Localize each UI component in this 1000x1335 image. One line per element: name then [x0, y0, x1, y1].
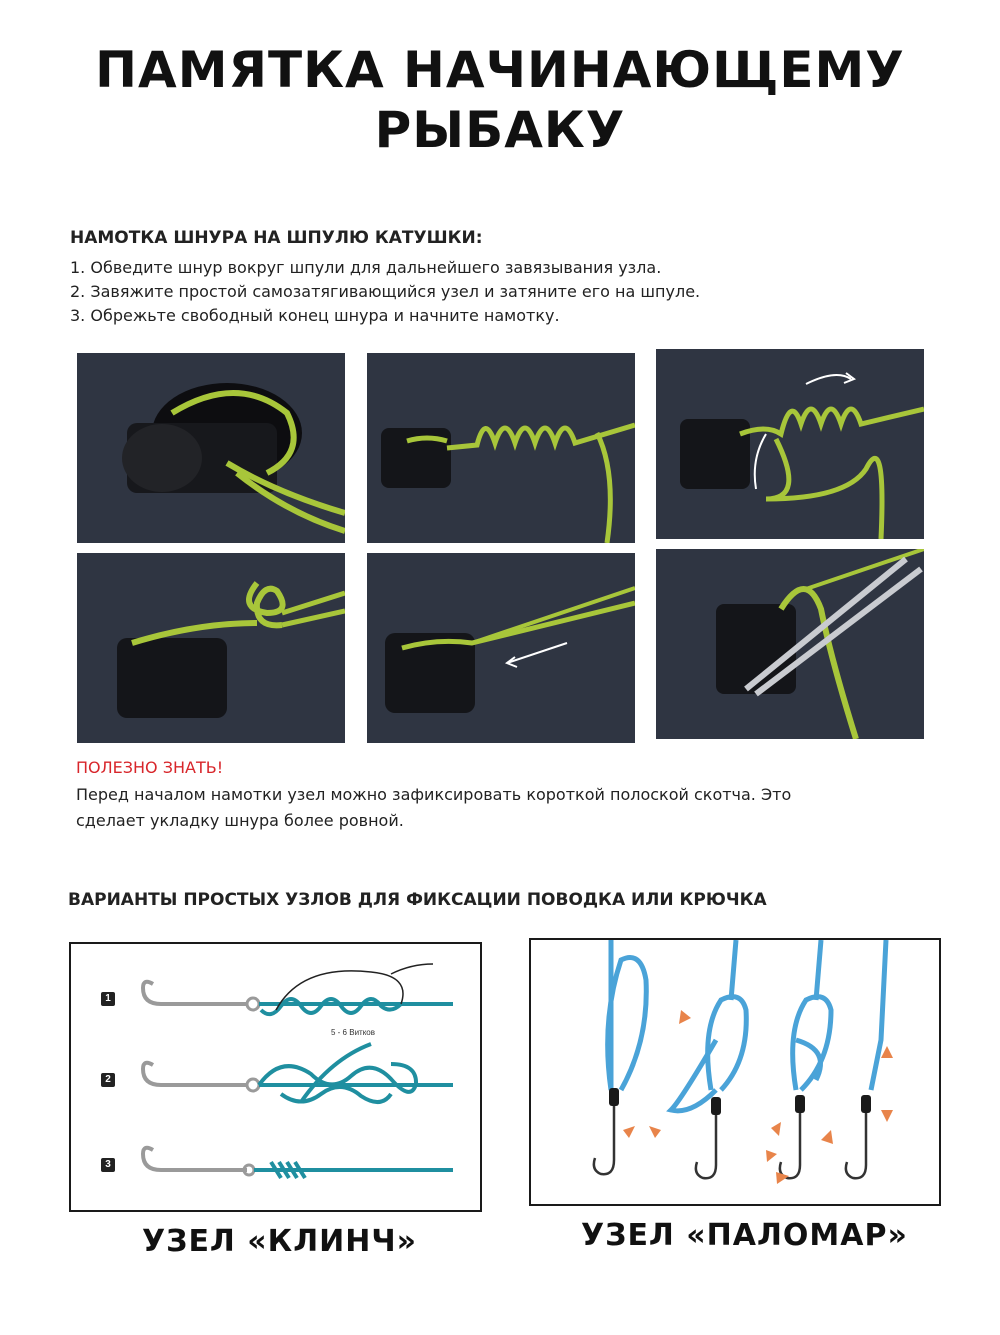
- tip-label: ПОЛЕЗНО ЗНАТЬ!: [76, 758, 224, 777]
- winding-step-2: 2. Завяжите простой самозатягивающийся узел и затяните его на шпуле.: [70, 282, 701, 301]
- clinch-knot-panel: [69, 942, 482, 1212]
- winding-steps: [70, 256, 950, 328]
- photo-step-2: [367, 353, 635, 543]
- photo-step-1: [77, 353, 345, 543]
- title-line-1: ПАМЯТКА НАЧИНАЮЩЕМУ: [95, 41, 905, 99]
- photo-step-5: [367, 553, 635, 743]
- clinch-step-badge-2: 2: [101, 1073, 115, 1087]
- title-line-2: РЫБАКУ: [374, 101, 626, 159]
- winding-step-3: 3. Обрежьте свободный конец шнура и начните намотку.: [70, 306, 560, 325]
- photo-step-4: [77, 553, 345, 743]
- clinch-turns-note: 5 - 6 Витков: [331, 1028, 375, 1037]
- clinch-knot-diagram: [71, 944, 480, 1210]
- winding-step-1: 1. Обведите шнур вокруг шпули для дальнейшего завязывания узла.: [70, 258, 662, 277]
- photo-step-6: [656, 549, 924, 739]
- clinch-step-badge-3: 3: [101, 1158, 115, 1172]
- palomar-knot-diagram: [531, 940, 939, 1204]
- winding-heading: НАМОТКА ШНУРА НА ШПУЛЮ КАТУШКИ:: [70, 228, 483, 248]
- palomar-knot-name: УЗЕЛ «ПАЛОМАР»: [581, 1218, 908, 1253]
- clinch-knot-name: УЗЕЛ «КЛИНЧ»: [142, 1224, 417, 1259]
- photo-step-3: [656, 349, 924, 539]
- tip-text: [76, 782, 936, 834]
- tip-text-line-1: Перед началом намотки узел можно зафиксировать короткой полоской скотча. Это: [76, 785, 792, 804]
- palomar-knot-panel: [529, 938, 941, 1206]
- tip-text-line-2: сделает укладку шнура более ровной.: [76, 811, 404, 830]
- clinch-step-badge-1: 1: [101, 992, 115, 1006]
- page-title: [0, 40, 1000, 160]
- knots-heading: ВАРИАНТЫ ПРОСТЫХ УЗЛОВ ДЛЯ ФИКСАЦИИ ПОВОДКА ИЛИ КРЮЧКА: [68, 890, 767, 910]
